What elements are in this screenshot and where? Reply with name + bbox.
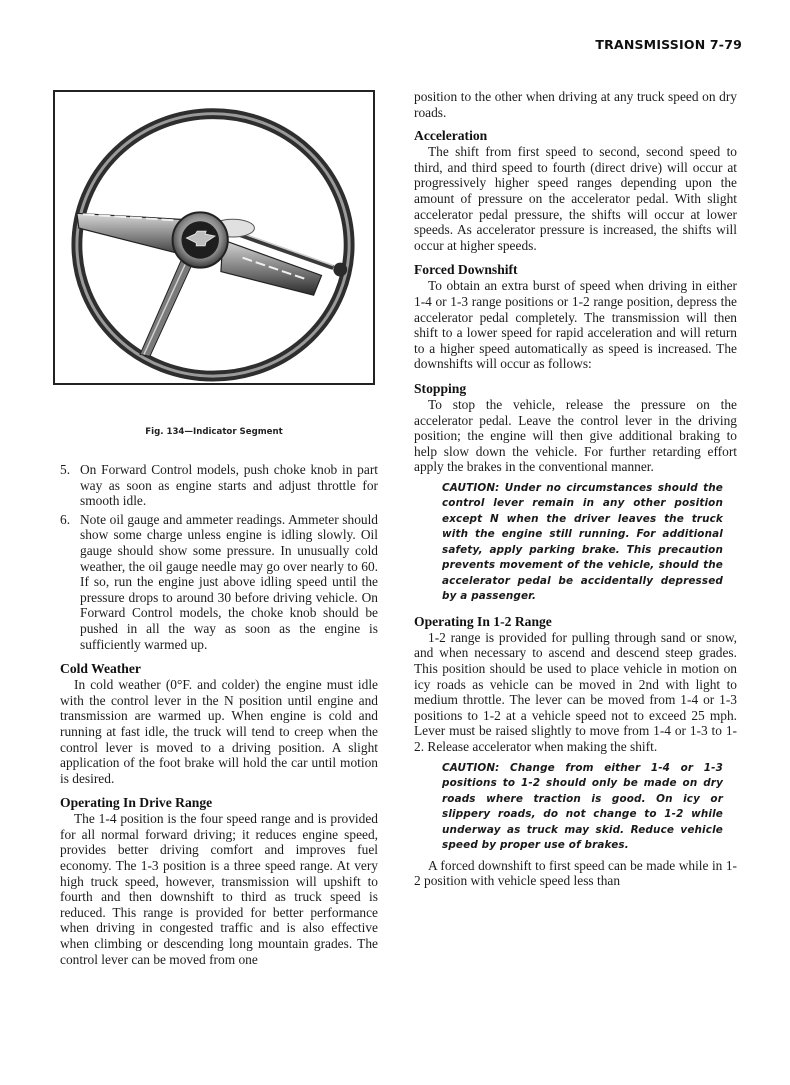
caution-stopping: CAUTION: Under no circumstances should the control lever remain in any other position except N when the driver leaves the truck with the engine still running. For additional safety, apply parking brake. This precaution prevents movement of the vehicle, should the accelerator pedal be accidentally depressed by a passenger. (442, 481, 723, 603)
steering-wheel-illustration-icon (55, 92, 373, 383)
paragraph-forced-downshift: To obtain an extra burst of speed when driving in either 1-4 or 1-3 range positions or 1-2 range position, depress the accelerator pedal completely. The transmission will then shift to a lower speed for rapid acceleration and will return to a higher speed automatically as speed is increased. The downshifts will occur as follows: (414, 278, 737, 372)
heading-cold-weather: Cold Weather (60, 661, 141, 677)
list-number: 6. (60, 511, 71, 527)
list-number: 5. (60, 462, 71, 477)
list-item-5 (60, 462, 378, 509)
caution-range-1-2: CAUTION: Change from either 1-4 or 1-3 positions to 1-2 should only be made on dry roads where traction is good. On icy or slippery roads, do not change to 1-2 while underway as truck may skid. Reduce vehicle speed by proper use of brakes. (442, 761, 723, 852)
right-column (414, 89, 737, 889)
heading-forced-downshift: Forced Downshift (414, 262, 518, 278)
figure-steering-wheel (53, 90, 375, 385)
left-column (60, 462, 378, 967)
list-text: On Forward Control models, push choke knob in part way as soon as engine starts and adjust throttle for smooth idle. (80, 462, 378, 509)
running-head: TRANSMISSION 7-79 (595, 37, 742, 52)
heading-stopping: Stopping (414, 380, 467, 396)
list-item-6 (60, 512, 378, 652)
paragraph-cold-weather: In cold weather (0°F. and colder) the engine must idle with the control lever in the N position until engine and transmission are warmed up. When engine is cold and running at fast idle, the truck will tend to creep when the control lever is moved to a driving position. A slight application of the foot brake will hold the car until motion is desired. (60, 677, 378, 786)
heading-drive-range: Operating In Drive Range (60, 795, 213, 811)
heading-range-1-2: Operating In 1-2 Range (414, 613, 552, 629)
list-text: Note oil gauge and ammeter readings. Ammeter should show some charge unless engine is idling slowly. Oil gauge should show some pressure. In unusually cold weather, the oil gauge needle may go over nearly to 60. If so, run the engine just above idling speed until the pressure drops to around 30 before driving vehicle. On Forward Control models, the choke knob should be pushed in all the way as soon as the engine is sufficiently warmed up. (80, 511, 378, 652)
heading-acceleration: Acceleration (414, 128, 488, 144)
paragraph-stopping: To stop the vehicle, release the pressure on the accelerator pedal. Leave the control lever in the driving position; the engine will then give additional braking to help slow down the vehicle. For further retarding effort apply the brakes in the conventional manner. (414, 396, 737, 475)
paragraph-acceleration: The shift from first speed to second, second speed to third, and third speed to fourth (direct drive) will occur at progressively higher speed ranges depending upon the amount of pressure on the accelerator pedal. With slight accelerator pedal pressure, the shifts will occur at lower speeds. As accelerator pressure is increased, the shifts will occur at higher speeds. (414, 144, 737, 253)
paragraph-drive-range: The 1-4 position is the four speed range and is provided for all normal forward driving; it reduces engine speed, provides better driving comfort and improves fuel economy. The 1-3 position is a three speed range. At very high truck speed, however, transmission will upshift to fourth and then downshift to third as truck speed is reduced. This range is provided for better performance when driving in congested traffic and is also effective when climbing or descending long mountain grades. The control lever can be moved from one (60, 811, 378, 967)
paragraph-range-1-2: 1-2 range is provided for pulling through sand or snow, and when necessary to ascend and descend steep grades. This position should be used to place vehicle in motion on icy roads as vehicle can be moved in 2nd with light to medium throttle. The lever can be moved from 1-4 or 1-3 positions to 1-2 at a vehicle speed not to exceed 25 mph. Lever must be raised slightly to move from 1-4 or 1-3 to 1-2. Release accelerator when making the shift. (414, 629, 737, 755)
figure-caption: Fig. 134—Indicator Segment (145, 427, 283, 437)
paragraph-continuation: position to the other when driving at any truck speed on dry roads. (414, 89, 737, 120)
paragraph-forced-downshift-first: A forced downshift to first speed can be made while in 1-2 position with vehicle speed less than (414, 857, 737, 889)
